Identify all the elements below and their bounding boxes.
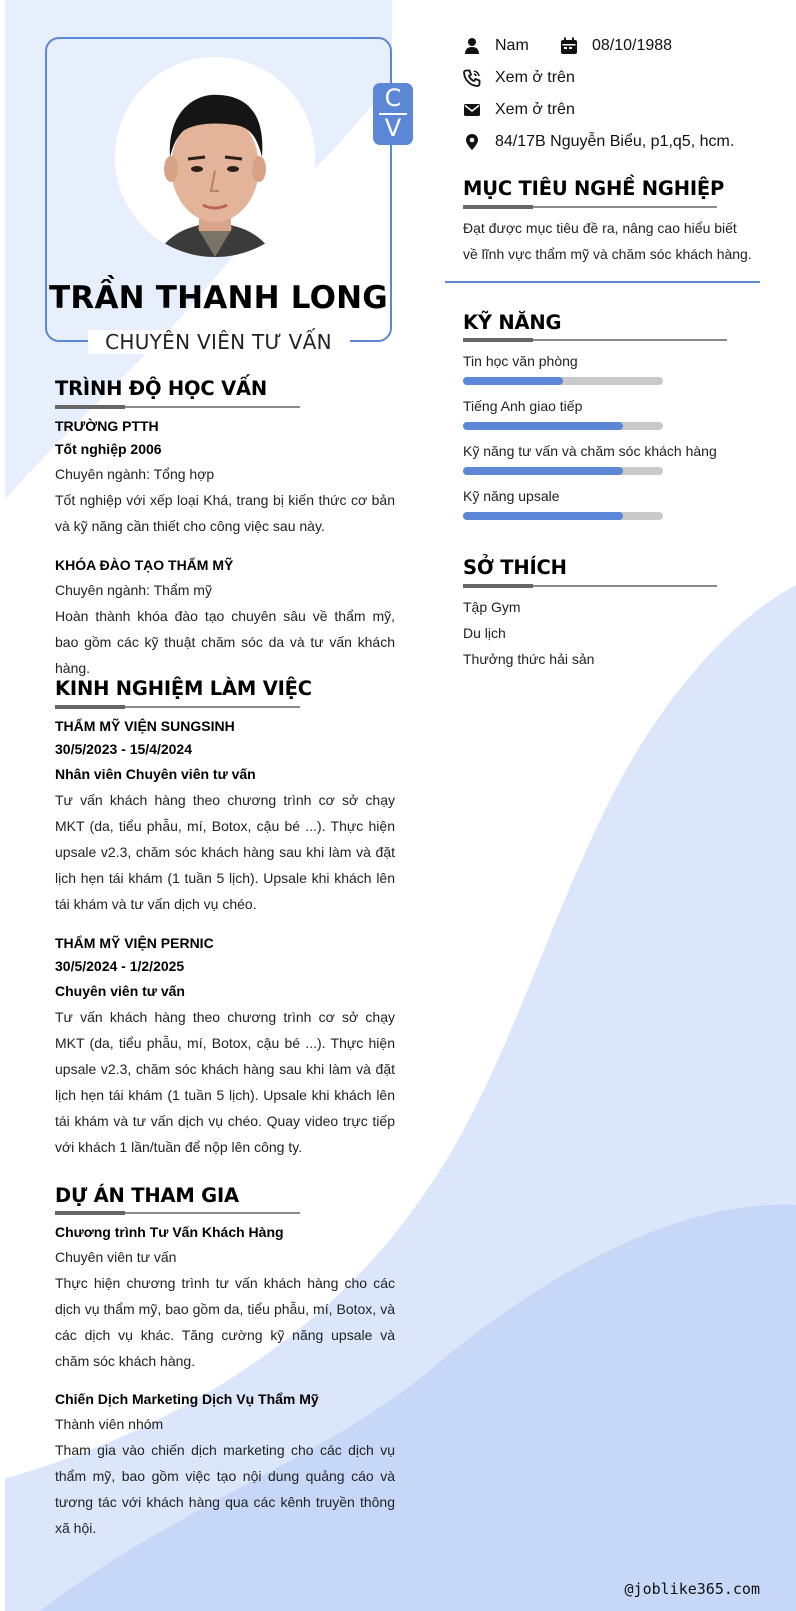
education-school: TRƯỜNG PTTH (55, 418, 159, 434)
experience-period: 30/5/2023 - 15/4/2024 (55, 741, 193, 757)
project-name: Chương trình Tư Vấn Khách Hàng (55, 1224, 284, 1240)
cv-badge-bottom: V (384, 114, 402, 142)
skill-level-bar (463, 467, 663, 475)
experience-position: Chuyên viên tư vấn (55, 983, 185, 999)
profile-photo (115, 57, 315, 257)
hobby-item: Thưởng thức hải sản (463, 651, 595, 667)
candidate-name: TRẦN THANH LONG (49, 280, 388, 316)
experience-desc: Tư vấn khách hàng theo chương trình cơ sở chạy MKT (da, tiểu phẫu, mí, Botox, cậu bé ...). Thực hiện upsale v2.3, chăm sóc khách hàng sau khi làm và đặt lịch hẹn tái khám (1 tuần 5 lịch). Upsale khi khách lên tái khám và tư vấn dịch vụ chéo. Quay video trực tiếp với khách 1 lần/tuần để nộp lên công ty. (55, 1009, 395, 1155)
calendar-icon (560, 37, 578, 55)
skill-level-bar (463, 422, 663, 430)
objective-heading: MỤC TIÊU NGHỀ NGHIỆP (463, 177, 725, 200)
education-major: Chuyên ngành: Thẩm mỹ (55, 582, 212, 598)
cv-badge (373, 83, 413, 145)
skill-label: Kỹ năng tư vấn và chăm sóc khách hàng (463, 443, 717, 459)
experience-heading: KINH NGHIỆM LÀM VIỆC (55, 677, 312, 700)
contact-gender (463, 37, 529, 55)
skills-heading: KỸ NĂNG (463, 311, 562, 334)
experience-rule (55, 706, 300, 708)
skill-level-bar (463, 377, 663, 385)
objective-text: Đạt được mục tiêu đề ra, nâng cao hiểu biết về lĩnh vực thẩm mỹ và chăm sóc khách hàng. (463, 220, 752, 262)
skill-level-fill (463, 422, 623, 430)
experience-company: THẨM MỸ VIỆN PERNIC (55, 935, 214, 951)
skills-rule (463, 339, 727, 341)
contact-phone (463, 69, 575, 87)
contact-email (463, 101, 575, 119)
objective-rule (463, 206, 717, 208)
skill-level-fill (463, 467, 623, 475)
address-value: 84/17B Nguyễn Biểu, p1,q5, hcm. (495, 133, 735, 150)
project-role: Chuyên viên tư vấn (55, 1249, 177, 1265)
skill-level-fill (463, 512, 623, 520)
projects-heading: DỰ ÁN THAM GIA (55, 1184, 239, 1207)
experience-period: 30/5/2024 - 1/2/2025 (55, 958, 185, 974)
contact-address (463, 133, 734, 151)
education-school: KHÓA ĐÀO TẠO THẨM MỸ (55, 557, 234, 573)
hobbies-rule (463, 585, 717, 587)
project-name: Chiến Dịch Marketing Dịch Vụ Thẩm Mỹ (55, 1391, 319, 1407)
education-graduation: Tốt nghiệp 2006 (55, 441, 162, 457)
phone-icon (463, 69, 481, 87)
candidate-title: CHUYÊN VIÊN TƯ VẤN (105, 330, 332, 354)
project-desc: Tham gia vào chiến dịch marketing cho các dịch vụ thẩm mỹ, bao gồm việc tạo nội dung quảng cáo và tương tác với khách hàng qua các kênh truyền thông xã hội. (55, 1442, 395, 1536)
education-rule (55, 406, 300, 408)
education-desc: Hoàn thành khóa đào tạo chuyên sâu về thẩm mỹ, bao gồm các kỹ thuật chăm sóc da và tư vấn khách hàng. (55, 608, 395, 676)
person-icon (463, 37, 481, 55)
email-value: Xem ở trên (495, 101, 575, 118)
right-divider (445, 281, 760, 283)
skill-label: Tin học văn phòng (463, 353, 578, 369)
cv-badge-top: C (384, 84, 402, 112)
skill-label: Tiếng Anh giao tiếp (463, 398, 583, 414)
map-pin-icon (463, 133, 481, 151)
envelope-icon (463, 101, 481, 119)
education-desc: Tốt nghiệp với xếp loại Khá, trang bị kiến thức cơ bản và kỹ năng cần thiết cho công việc sau này. (55, 492, 395, 534)
birthday-value: 08/10/1988 (592, 37, 673, 54)
gender-value: Nam (495, 37, 529, 54)
education-major: Chuyên ngành: Tổng hợp (55, 466, 215, 482)
experience-company: THẨM MỸ VIỆN SUNGSINH (55, 718, 235, 734)
education-heading: TRÌNH ĐỘ HỌC VẤN (55, 377, 268, 400)
project-role: Thành viên nhóm (55, 1416, 164, 1432)
hobby-item: Du lịch (463, 625, 506, 641)
phone-value: Xem ở trên (495, 69, 575, 86)
hobbies-heading: SỞ THÍCH (463, 556, 567, 579)
footer-watermark: @joblike365.com (624, 1580, 760, 1598)
contact-birthday (560, 37, 672, 55)
skill-level-fill (463, 377, 563, 385)
experience-position: Nhân viên Chuyên viên tư vấn (55, 766, 256, 782)
skill-label: Kỹ năng upsale (463, 488, 560, 504)
skill-level-bar (463, 512, 663, 520)
project-desc: Thực hiện chương trình tư vấn khách hàng cho các dịch vụ thẩm mỹ, bao gồm da, tiểu phẫu, mí, Botox, và các dịch vụ khác. Tăng cường kỹ năng upsale và chăm sóc khách hàng. (55, 1275, 395, 1369)
projects-rule (55, 1212, 300, 1214)
experience-desc: Tư vấn khách hàng theo chương trình cơ sở chạy MKT (da, tiểu phẫu, mí, Botox, cậu bé ...). Thực hiện upsale v2.3, chăm sóc khách hàng sau khi làm và đặt lịch hẹn tái khám (1 tuần 5 lịch). Upsale khi khách lên tái khám và tư vấn dịch vụ chéo. (55, 792, 395, 912)
hobby-item: Tập Gym (463, 599, 521, 615)
